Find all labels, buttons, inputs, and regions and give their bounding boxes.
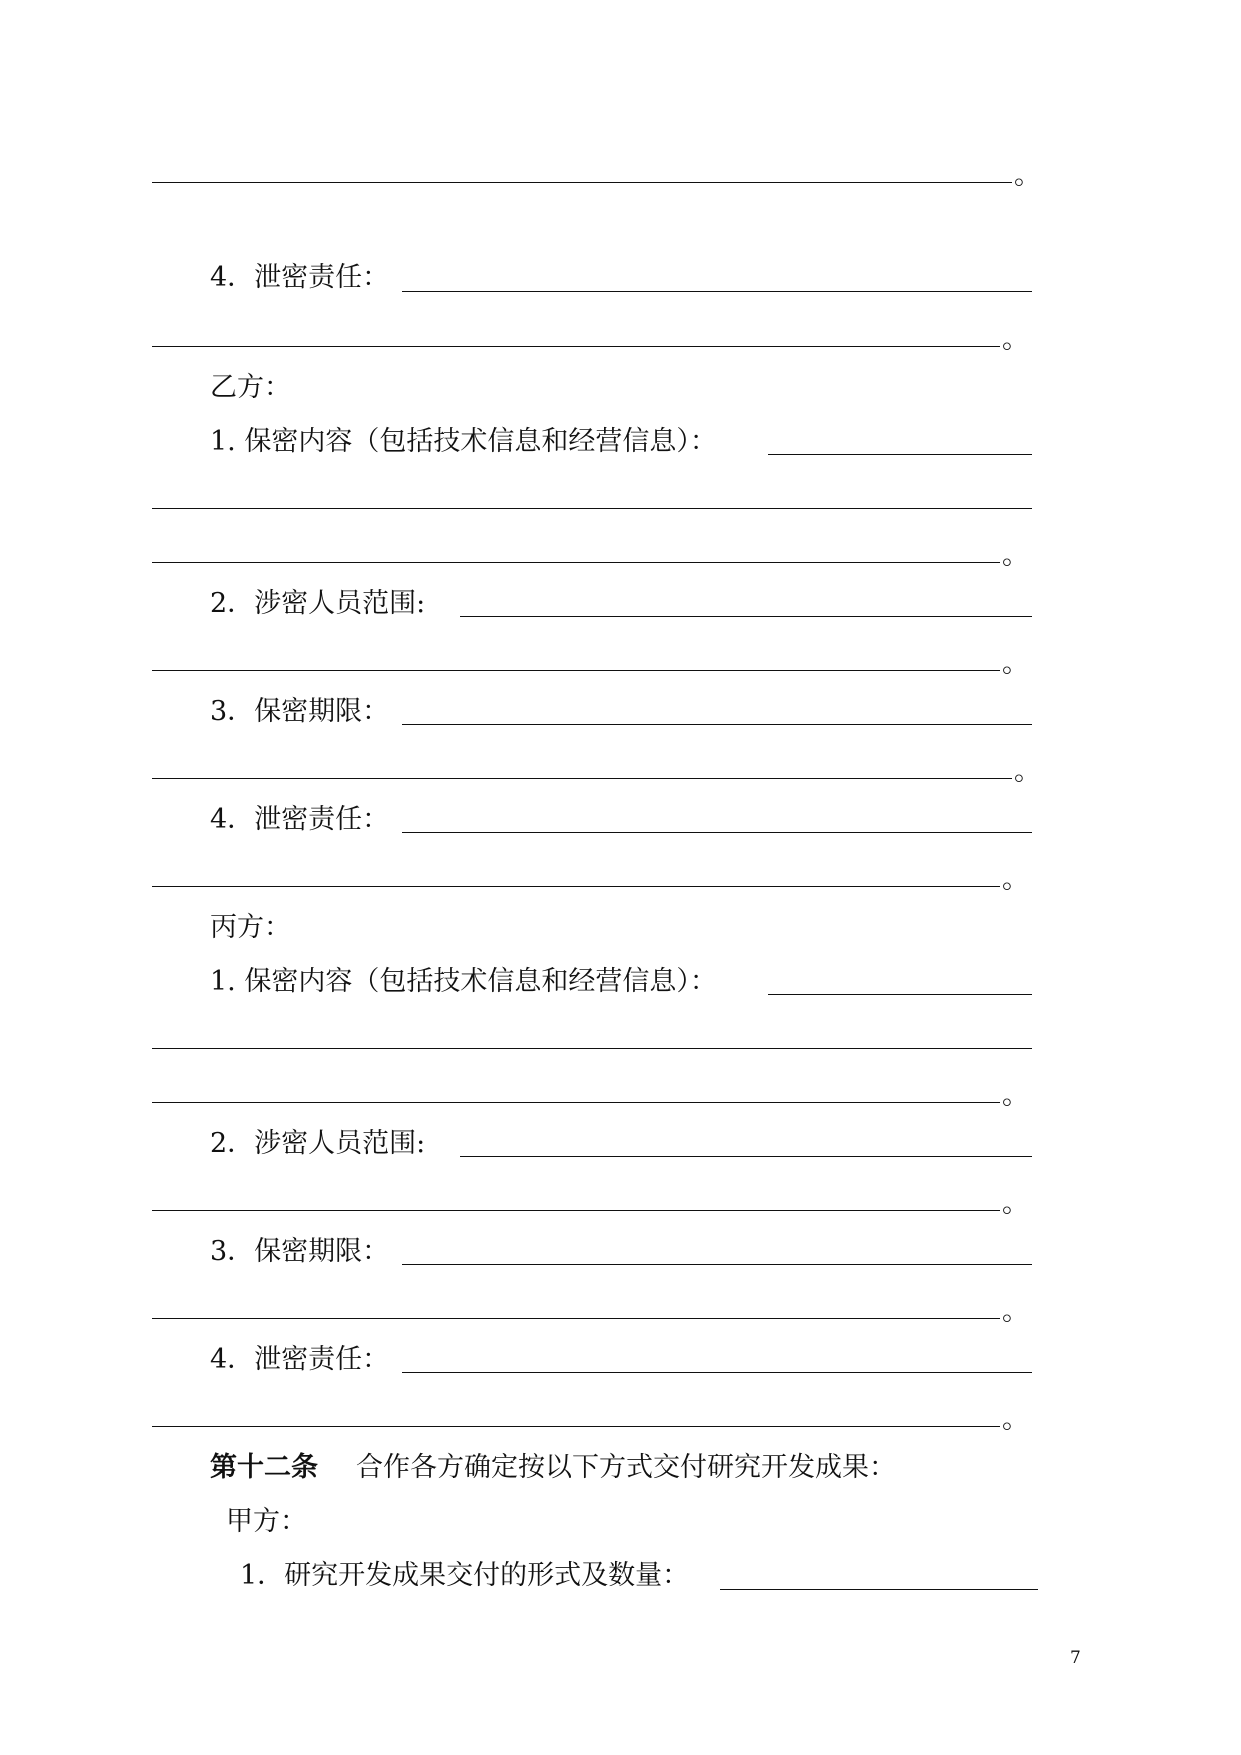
article-12-text: 合作各方确定按以下方式交付研究开发成果： xyxy=(356,1452,896,1483)
party-b-scope-line-2[interactable] xyxy=(152,670,1000,671)
party-c-term-line[interactable] xyxy=(402,1264,1032,1265)
party-b-leak-label: 4．泄密责任： xyxy=(210,804,390,835)
period: 。 xyxy=(1002,1080,1029,1111)
party-c-scope-line-2[interactable] xyxy=(152,1210,1000,1211)
period: 。 xyxy=(1002,1296,1029,1327)
party-b-content-label: 1. 保密内容（包括技术信息和经营信息）： xyxy=(210,426,717,457)
party-c-heading: 丙方： xyxy=(210,912,291,943)
party-b-content-line-3[interactable] xyxy=(152,562,1000,563)
period: 。 xyxy=(1002,324,1029,355)
article-12-party-a-heading: 甲方： xyxy=(226,1506,307,1537)
party-a-leak-label: 4．泄密责任： xyxy=(210,262,390,293)
article-12-title: 第十二条 xyxy=(210,1452,318,1483)
party-b-heading: 乙方： xyxy=(210,372,291,403)
party-c-content-line-2[interactable] xyxy=(152,1048,1032,1049)
party-c-content-line-3[interactable] xyxy=(152,1102,1000,1103)
period: 。 xyxy=(1002,540,1029,571)
party-c-leak-line[interactable] xyxy=(402,1372,1032,1373)
party-a-leak-line-2[interactable] xyxy=(152,346,1000,347)
party-b-scope-line[interactable] xyxy=(460,616,1032,617)
party-c-term-label: 3．保密期限： xyxy=(210,1236,390,1267)
period: 。 xyxy=(1002,864,1029,895)
party-b-scope-label: 2．涉密人员范围: xyxy=(210,588,426,619)
party-c-scope-label: 2．涉密人员范围: xyxy=(210,1128,426,1159)
party-b-leak-line-2[interactable] xyxy=(152,886,1000,887)
period: 。 xyxy=(1014,160,1041,191)
party-c-content-line[interactable] xyxy=(768,994,1032,995)
party-b-content-line-2[interactable] xyxy=(152,508,1032,509)
article-12-item-1-line[interactable] xyxy=(720,1589,1038,1590)
page-number: 7 xyxy=(1070,1648,1081,1668)
party-c-term-line-2[interactable] xyxy=(152,1318,1000,1319)
party-a-leak-line[interactable] xyxy=(402,291,1032,292)
article-12-item-1-label: 1．研究开发成果交付的形式及数量： xyxy=(240,1560,690,1591)
blank-line[interactable] xyxy=(152,182,1012,183)
party-c-leak-line-2[interactable] xyxy=(152,1426,1000,1427)
period: 。 xyxy=(1002,648,1029,679)
party-b-content-line[interactable] xyxy=(768,454,1032,455)
period: 。 xyxy=(1002,1188,1029,1219)
party-b-term-label: 3．保密期限： xyxy=(210,696,390,727)
period: 。 xyxy=(1014,756,1041,787)
party-b-term-line[interactable] xyxy=(402,724,1032,725)
party-b-leak-line[interactable] xyxy=(402,832,1032,833)
party-c-leak-label: 4．泄密责任： xyxy=(210,1344,390,1375)
party-c-scope-line[interactable] xyxy=(460,1156,1032,1157)
party-b-term-line-2[interactable] xyxy=(152,778,1012,779)
party-c-content-label: 1. 保密内容（包括技术信息和经营信息）： xyxy=(210,966,717,997)
period: 。 xyxy=(1002,1404,1029,1435)
